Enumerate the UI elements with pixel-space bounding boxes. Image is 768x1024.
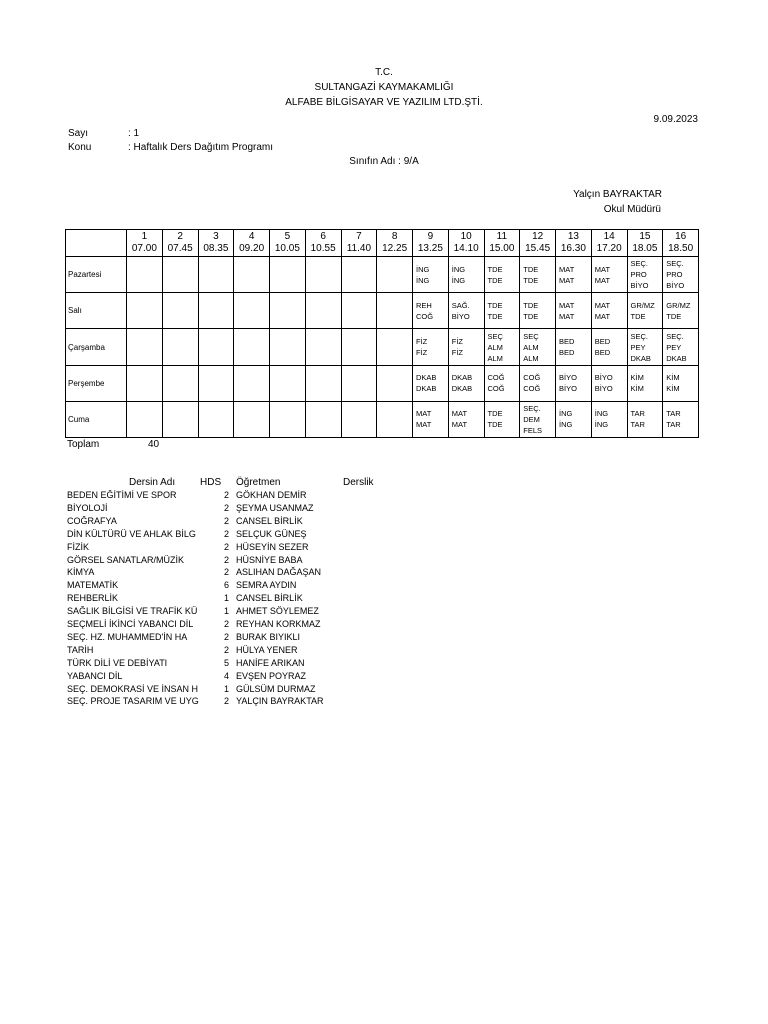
teacher-name: HANİFE ARIKAN (236, 657, 305, 668)
day-label: Cuma (66, 401, 127, 437)
lesson-cell: SAĞ. BİYO (448, 293, 484, 329)
lesson-cell: GR/MZ TDE (627, 293, 663, 329)
course-hds: 1 (223, 683, 229, 694)
course-name: SEÇ. PROJE TASARIM VE UYG (67, 696, 199, 707)
lesson-cell: MAT MAT (448, 401, 484, 437)
principal-name: Yalçın BAYRAKTAR (573, 189, 662, 200)
lesson-cell (270, 329, 306, 365)
lesson-cell (198, 293, 234, 329)
period-time: 15.45 (525, 243, 551, 255)
sayi-label: Sayı (68, 128, 89, 139)
lesson-cell: BED BED (591, 329, 627, 365)
lesson-cell: DKAB DKAB (448, 365, 484, 401)
period-header (520, 230, 556, 257)
period-time: 10.55 (310, 243, 336, 255)
course-hds: 5 (223, 657, 229, 668)
header-company: ALFABE BİLGİSAYAR VE YAZILIM LTD.ŞTİ. (285, 97, 483, 108)
period-header (198, 230, 234, 257)
teacher-name: SEMRA AYDIN (236, 580, 297, 591)
lesson-cell: SEÇ ALM ALM (484, 329, 520, 365)
lesson-cell: SEÇ. DEM FELS (520, 401, 556, 437)
teacher-row (67, 671, 467, 684)
period-number: 12 (532, 231, 544, 243)
lesson-cell (198, 401, 234, 437)
lesson-cell: TDE TDE (520, 293, 556, 329)
period-time: 14.10 (453, 243, 479, 255)
lesson-cell: SEÇ. PRO BİYO (663, 257, 699, 293)
course-name: GÖRSEL SANATLAR/MÜZİK (67, 554, 185, 565)
lesson-cell (341, 329, 377, 365)
course-hds: 2 (223, 619, 229, 629)
day-label: Salı (66, 293, 127, 329)
lesson-cell: KİM KİM (663, 365, 699, 401)
teacher-name: HÜLYA YENER (236, 644, 298, 655)
course-hds: 2 (223, 515, 229, 526)
lesson-cell: İNG İNG (556, 401, 592, 437)
lesson-cell: İNG İNG (413, 257, 449, 293)
course-hds: 2 (223, 567, 229, 578)
lesson-cell: FİZ FİZ (448, 329, 484, 365)
course-name: YABANCI DİL (67, 670, 123, 681)
lesson-cell (305, 257, 341, 293)
lesson-cell: MAT MAT (556, 293, 592, 329)
lesson-cell: MAT MAT (413, 401, 449, 437)
course-hds: 2 (223, 554, 229, 565)
teacher-row (67, 529, 467, 542)
period-header (377, 230, 413, 257)
period-number: 9 (427, 231, 434, 243)
lesson-cell (305, 293, 341, 329)
lesson-cell: DKAB DKAB (413, 365, 449, 401)
lesson-cell: FİZ FİZ (413, 329, 449, 365)
lesson-cell (162, 401, 198, 437)
lesson-cell: BİYO BİYO (556, 365, 592, 401)
course-name: DİN KÜLTÜRÜ VE AHLAK BİLG (67, 528, 196, 539)
teacher-row (67, 619, 467, 632)
lesson-cell: GR/MZ TDE (663, 293, 699, 329)
period-time: 15.00 (489, 243, 515, 255)
day-row (66, 365, 699, 401)
lesson-cell: SEÇ ALM ALM (520, 329, 556, 365)
lesson-cell: İNG İNG (448, 257, 484, 293)
period-header (162, 230, 198, 257)
period-header (591, 230, 627, 257)
lesson-cell (341, 257, 377, 293)
period-number: 5 (284, 231, 291, 243)
lesson-cell (127, 365, 163, 401)
lesson-cell: MAT MAT (556, 257, 592, 293)
day-row (66, 257, 699, 293)
teacher-row (67, 542, 467, 555)
period-number: 10 (460, 231, 472, 243)
lesson-cell (305, 365, 341, 401)
period-number: 8 (391, 231, 398, 243)
lesson-cell (162, 293, 198, 329)
period-header (341, 230, 377, 257)
course-hds: 2 (223, 502, 229, 513)
period-time: 16.30 (560, 243, 586, 255)
period-number: 13 (567, 231, 579, 243)
total-value: 40 (148, 439, 160, 450)
course-hds: 6 (223, 580, 229, 591)
day-label: Perşembe (66, 365, 127, 401)
period-time: 18.50 (668, 243, 694, 255)
teacher-name: YALÇIN BAYRAKTAR (236, 696, 324, 707)
course-name: TÜRK DİLİ VE DEBİYATI (67, 657, 168, 668)
lesson-cell (234, 401, 270, 437)
teacher-row (67, 516, 467, 529)
teacher-name: CANSEL BİRLİK (236, 515, 303, 526)
teacher-row (67, 684, 467, 697)
teacher-row (67, 645, 467, 658)
lesson-cell: REH COĞ (413, 293, 449, 329)
course-hds: 2 (223, 528, 229, 539)
header-district: SULTANGAZİ KAYMAKAMLIĞI (314, 82, 454, 93)
period-number: 4 (248, 231, 255, 243)
period-time: 08.35 (203, 243, 229, 255)
course-name: SEÇ. HZ. MUHAMMED'İN HA (67, 631, 188, 642)
lesson-cell: COĞ COĞ (484, 365, 520, 401)
col-header-teacher: Öğretmen (236, 477, 281, 488)
period-number: 14 (603, 231, 615, 243)
lesson-cell: COĞ COĞ (520, 365, 556, 401)
lesson-cell (341, 365, 377, 401)
course-hds: 2 (223, 541, 229, 552)
teacher-row (67, 593, 467, 606)
period-number: 7 (356, 231, 362, 243)
period-number: 1 (141, 231, 148, 243)
lesson-cell (127, 329, 163, 365)
lesson-cell (198, 257, 234, 293)
day-row (66, 401, 699, 437)
period-time: 18.05 (632, 243, 658, 255)
teacher-name: GÖKHAN DEMİR (236, 490, 307, 500)
period-header (484, 230, 520, 257)
grid-corner (66, 230, 127, 257)
period-number: 2 (177, 231, 183, 243)
period-number: 16 (675, 231, 687, 243)
course-name: SEÇ. DEMOKRASİ VE İNSAN H (67, 683, 199, 694)
course-name: SEÇMELİ İKİNCİ YABANCI DİL (67, 619, 194, 629)
lesson-cell (377, 293, 413, 329)
teacher-list (67, 477, 467, 717)
period-time: 07.45 (167, 243, 193, 255)
period-header (413, 230, 449, 257)
day-row (66, 329, 699, 365)
teacher-name: BURAK BIYIKLI (236, 631, 301, 642)
lesson-cell (270, 257, 306, 293)
period-number: 3 (213, 231, 219, 243)
teacher-name: HÜSEYİN SEZER (236, 541, 309, 552)
lesson-cell (198, 365, 234, 401)
teacher-name: HÜSNİYE BABA (236, 554, 303, 565)
teacher-row (67, 555, 467, 568)
course-name: MATEMATİK (67, 580, 119, 591)
lesson-cell: TDE TDE (484, 401, 520, 437)
course-name: TARİH (67, 644, 94, 655)
lesson-cell: BED BED (556, 329, 592, 365)
period-header (663, 230, 699, 257)
teacher-name: REYHAN KORKMAZ (236, 619, 321, 629)
lesson-cell (127, 401, 163, 437)
teacher-name: ŞEYMA USANMAZ (236, 502, 314, 513)
teacher-row (67, 567, 467, 580)
principal-title: Okul Müdürü (603, 204, 661, 215)
day-label: Pazartesi (66, 257, 127, 293)
lesson-cell (270, 293, 306, 329)
teacher-row (67, 606, 467, 619)
period-time: 10.05 (274, 243, 300, 255)
lesson-cell: MAT MAT (591, 293, 627, 329)
lesson-cell (341, 293, 377, 329)
konu-label: Konu (68, 142, 92, 153)
class-name: Sınıfın Adı : 9/A (349, 156, 419, 167)
sayi-value: : 1 (128, 128, 140, 139)
teacher-name: CANSEL BİRLİK (236, 593, 303, 604)
teacher-row (67, 658, 467, 671)
lesson-cell: SEÇ. PEY DKAB (663, 329, 699, 365)
header-tc: T.C. (375, 67, 393, 78)
document-date: 9.09.2023 (653, 114, 698, 125)
konu-value: : Haftalık Ders Dağıtım Programı (128, 142, 274, 153)
course-name: REHBERLİK (67, 593, 119, 604)
lesson-cell (270, 401, 306, 437)
teacher-row (67, 632, 467, 645)
course-name: SAĞLIK BİLGİSİ VE TRAFİK KÜ (67, 606, 198, 617)
course-hds: 4 (223, 670, 229, 681)
period-time: 13.25 (417, 243, 443, 255)
lesson-cell: TDE TDE (484, 293, 520, 329)
period-header (270, 230, 306, 257)
lesson-cell (198, 329, 234, 365)
lesson-cell (162, 365, 198, 401)
course-name: BEDEN EĞİTİMİ VE SPOR (67, 490, 177, 500)
lesson-cell (234, 365, 270, 401)
lesson-cell: SEÇ. PEY DKAB (627, 329, 663, 365)
lesson-cell: TAR TAR (627, 401, 663, 437)
lesson-cell (377, 257, 413, 293)
lesson-cell (270, 365, 306, 401)
day-row (66, 293, 699, 329)
course-name: KİMYA (67, 567, 95, 578)
course-name: COĞRAFYA (67, 515, 117, 526)
lesson-cell (305, 401, 341, 437)
period-header (556, 230, 592, 257)
lesson-cell (162, 329, 198, 365)
schedule-table (65, 229, 699, 438)
course-hds: 2 (223, 644, 229, 655)
course-hds: 1 (223, 593, 229, 604)
period-header (234, 230, 270, 257)
lesson-cell (377, 365, 413, 401)
period-time: 09.20 (239, 243, 265, 255)
lesson-cell (234, 257, 270, 293)
lesson-cell: İNG İNG (591, 401, 627, 437)
course-hds: 2 (223, 696, 229, 707)
period-number: 11 (496, 231, 508, 243)
period-time: 12.25 (382, 243, 408, 255)
period-header (127, 230, 163, 257)
period-time: 07.00 (131, 243, 157, 255)
lesson-cell (127, 293, 163, 329)
col-header-hds: HDS (200, 477, 222, 488)
lesson-cell: TDE TDE (520, 257, 556, 293)
period-time: 17.20 (596, 243, 622, 255)
period-header (627, 230, 663, 257)
course-name: BİYOLOJİ (67, 502, 108, 513)
lesson-cell (162, 257, 198, 293)
lesson-cell: TAR TAR (663, 401, 699, 437)
lesson-cell (234, 293, 270, 329)
total-label: Toplam (67, 439, 100, 450)
period-time: 11.40 (346, 243, 372, 255)
lesson-cell: KİM KİM (627, 365, 663, 401)
col-header-course: Dersin Adı (129, 477, 176, 488)
period-header (448, 230, 484, 257)
course-hds: 2 (223, 490, 229, 500)
course-hds: 2 (223, 631, 229, 642)
teacher-name: GÜLSÜM DURMAZ (236, 683, 316, 694)
lesson-cell: TDE TDE (484, 257, 520, 293)
lesson-cell (377, 329, 413, 365)
lesson-cell: BİYO BİYO (591, 365, 627, 401)
col-header-room: Derslik (343, 477, 374, 488)
period-number: 6 (320, 231, 326, 243)
lesson-cell (127, 257, 163, 293)
teacher-row (67, 696, 467, 709)
teacher-row (67, 503, 467, 516)
period-number: 15 (639, 231, 651, 243)
teacher-name: ASLIHAN DAĞAŞAN (236, 567, 322, 578)
lesson-cell: SEÇ. PRO BİYO (627, 257, 663, 293)
course-hds: 1 (223, 606, 229, 617)
teacher-name: SELÇUK GÜNEŞ (236, 528, 307, 539)
teacher-name: EVŞEN POYRAZ (236, 670, 307, 681)
day-label: Çarşamba (66, 329, 127, 365)
lesson-cell: MAT MAT (591, 257, 627, 293)
lesson-cell (234, 329, 270, 365)
teacher-row (67, 580, 467, 593)
lesson-cell (341, 401, 377, 437)
teacher-row (67, 490, 467, 503)
lesson-cell (305, 329, 341, 365)
course-name: FİZİK (67, 541, 89, 552)
period-header (305, 230, 341, 257)
teacher-name: AHMET SÖYLEMEZ (236, 606, 319, 617)
lesson-cell (377, 401, 413, 437)
